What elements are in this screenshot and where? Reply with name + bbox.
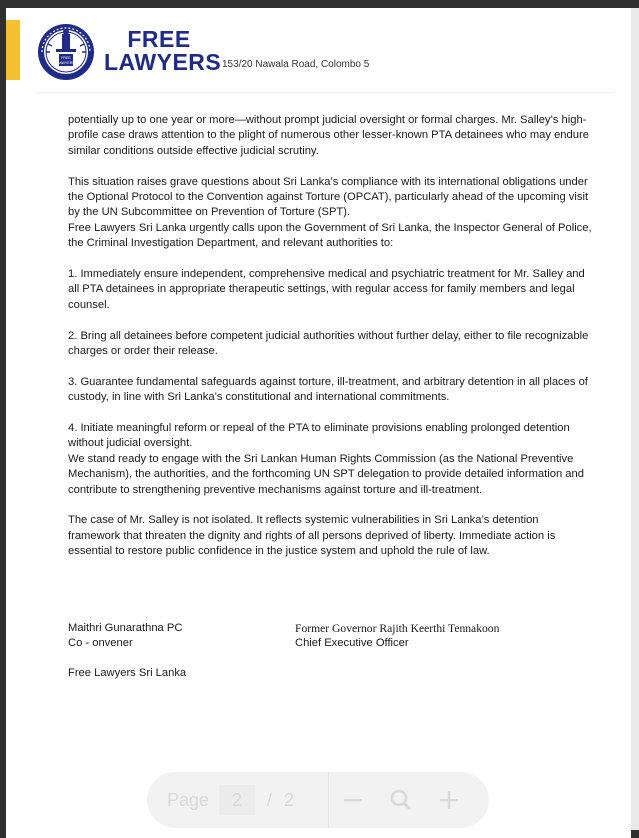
letter-body [68,113,593,575]
paragraph-engage: We stand ready to engage with the Sri Lankan Human Rights Commission (as the National Preventive Mechanism), the authorities, and the forthcoming UN SPT delegation to provide detailed information and contribute to strengthening preventive mechanisms against torture and ill-treatment. [68,452,584,496]
header-divider [36,92,614,93]
zoom-in-button[interactable] [425,780,473,820]
paragraph-detention: potentially up to one year or more—without prompt judicial oversight or formal charges. Mr. Salley’s high-profile case draws attention to the plight of numerous other lesser-known PTA detainees who may endure similar conditions outside effective judicial scrutiny. [68,114,589,157]
current-page-input[interactable]: 2 [219,785,255,815]
zoom-out-button[interactable] [329,780,377,820]
paragraph-opcat: This situation raises grave questions about Sri Lanka’s compliance with its international obligations under the Optional Protocol to the Convention against Torture (OPCAT), particularly ahead of the upcoming visit by the UN Subcommittee on Prevention of Torture (SPT). [68,175,589,219]
paragraph-call: Free Lawyers Sri Lanka urgently calls upon the Government of Sri Lanka, the Inspector General of Police, the Criminal Investigation Department, and relevant authorities to: [68,221,592,250]
svg-text:LAWYERS: LAWYERS [57,61,75,65]
letterhead [36,20,616,92]
magnifier-icon [389,788,413,812]
paragraph-conclusion: The case of Mr. Salley is not isolated. It reflects systemic vulnerabilities in Sri Lanka’s detention framework that threaten the dignity and rights of all persons deprived of liberty. Immediate action is essential to restore public confidence in the justice system and uphold the rule of law. [68,514,556,558]
brand-wordmark [104,26,222,75]
viewer-scroll-edge [631,8,639,830]
letterhead-address: 153/20 Nawala Road, Colombo 5 [222,59,370,70]
list-item-3: 3. Guarantee fundamental safeguards against torture, ill-treatment, and arbitrary detention in all places of custody, in line with Sri Lanka’s constitutional and international commitments. [68,375,588,404]
organization-name: Free Lawyers Sri Lanka [68,667,187,679]
page-label: Page [167,789,210,810]
list-item-2: 2. Bring all detainees before competent judicial authorities without further delay, either to file recognizable charges or order their release. [68,329,589,358]
header-accent-tab [6,20,20,80]
plus-icon [438,789,460,811]
minus-icon [342,789,364,811]
page-separator: / [267,789,273,810]
signatory-left-title: Co - onvener [68,637,133,650]
free-lawyers-seal-logo [36,20,96,82]
list-item-1: 1. Immediately ensure independent, comprehensive medical and psychiatric treatment for Mr. Salley and all PTA detainees in appropriate therapeutic settings, with regular access for family members and legal counsel. [68,268,585,311]
search-button[interactable] [377,780,425,820]
pdf-page-toolbar [147,772,489,828]
signatory-left [68,621,182,652]
signatory-right-title: Chief Executive Officer [295,637,409,650]
svg-text:FREE: FREE [61,56,71,60]
signatory-left-name: Maithri Gunarathna PC [68,622,183,634]
signatory-right [295,621,499,652]
viewer-top-bar [0,0,639,8]
signatory-right-name: Former Governor Rajith Keerthi Tennakoon [295,622,500,635]
brand-line-2: LAWYERS [104,49,222,75]
list-item-4: 4. Initiate meaningful reform or repeal of the PTA to eliminate provisions enabling prolonged detention without judicial oversight. [68,422,570,450]
total-pages: 2 [284,789,295,810]
brand-line-1: FREE [127,26,191,52]
